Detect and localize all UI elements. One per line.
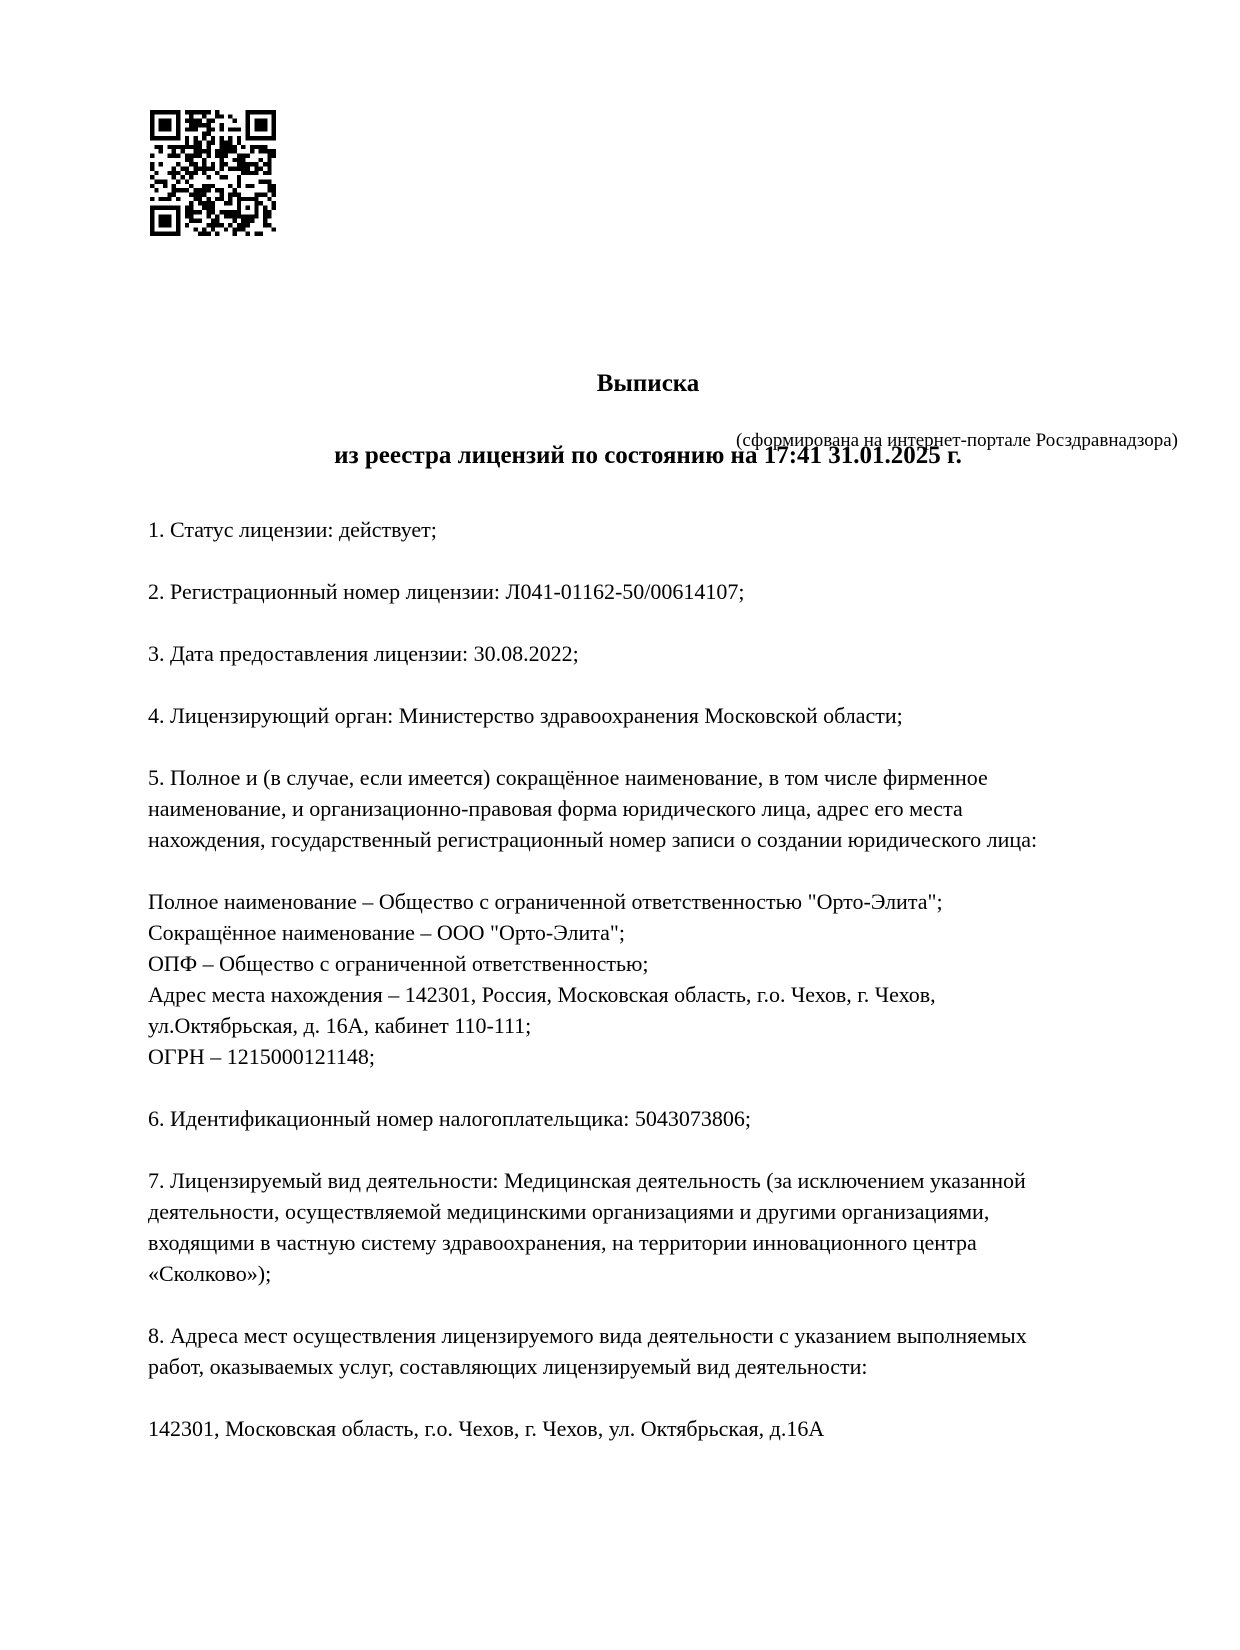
document-title-line-1: Выписка xyxy=(596,370,700,397)
para-license-status: 1. Статус лицензии: действует; xyxy=(148,517,437,542)
para-activity-address: 142301, Московская область, г.о. Чехов, г. Чехов, ул. Октябрьская, д.16А xyxy=(148,1416,825,1441)
para-legal-entity-details: Полное наименование – Общество с ограниченной ответственностью "Орто-Элита"; Сокращённое наименование – ООО "Орто-Элита"; ОПФ – Общество с ограниченной ответственностью; Адрес места нахождения – 142301, Россия, Московская область, г.о. Чехов, г. Чехов, ул.Октябрьская, д. 16А, кабинет 110-111; ОГРН – 1215000121148; xyxy=(148,889,943,1069)
para-licensed-activity: 7. Лицензируемый вид деятельности: Медицинская деятельность (за исключением указанной деятельности, осуществляемой медицинскими организациями и другими организациями, входящими в частную систему здравоохранения, на территории инновационного центра «Сколково»); xyxy=(148,1168,1026,1286)
para-grant-date: 3. Дата предоставления лицензии: 30.08.2022; xyxy=(148,641,579,666)
para-licensing-authority: 4. Лицензирующий орган: Министерство здравоохранения Московской области; xyxy=(148,703,903,728)
para-activity-addresses-heading: 8. Адреса мест осуществления лицензируемого вида деятельности с указанием выполняемых работ, оказываемых услуг, составляющих лицензируемый вид деятельности: xyxy=(148,1323,1027,1379)
qr-code xyxy=(150,110,276,236)
qr-code-icon xyxy=(150,110,276,236)
document-body xyxy=(148,514,1168,1475)
document-title-line-2: из реестра лицензий по состоянию на 17:41 31.01.2025 г. xyxy=(334,442,962,469)
para-legal-entity-heading: 5. Полное и (в случае, если имеется) сокращённое наименование, в том числе фирменное наименование, и организационно-правовая форма юридического лица, адрес его места нахождения, государственный регистрационный номер записи о создании юридического лица: xyxy=(148,765,1038,852)
para-taxpayer-id: 6. Идентификационный номер налогоплательщика: 5043073806; xyxy=(148,1106,751,1131)
document-title xyxy=(148,330,1148,510)
document-subtitle: (сформирована на интернет-портале Росздравнадзора) xyxy=(736,430,1178,451)
para-registration-number: 2. Регистрационный номер лицензии: Л041-01162-50/00614107; xyxy=(148,579,745,604)
